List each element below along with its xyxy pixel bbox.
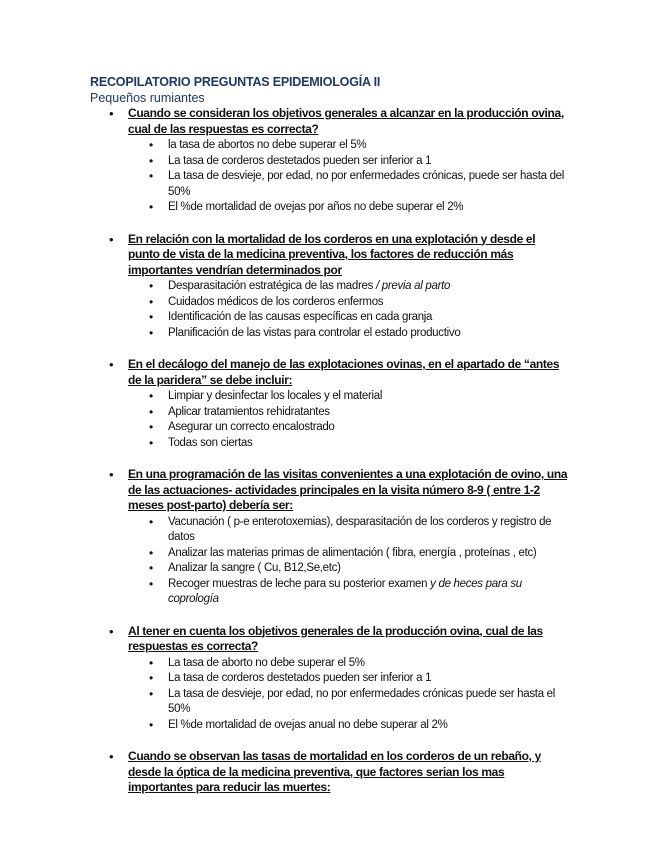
question-text: Cuando se observan las tasas de mortalidad en los corderos de un rebaño, y desde la óptica de la medicina preventiva, que factores serian los mas importantes para reducir las muertes: — [128, 749, 541, 794]
option-item — [128, 154, 568, 170]
option-text: Analizar la sangre ( Cu, B12,Se,etc) — [168, 562, 341, 574]
option-bullet-icon: • — [149, 310, 153, 324]
option-item — [128, 687, 568, 718]
question-bullet-icon: • — [109, 357, 114, 372]
option-bullet-icon: • — [149, 717, 153, 732]
option-text: Planificación de las vistas para controlar el estado productivo — [168, 326, 461, 339]
option-text: El %de mortalidad de ovejas anual no debe superar al 2% — [168, 718, 448, 731]
option-list — [128, 138, 570, 216]
option-text: Vacunación ( p-e enterotoxemias), desparasitación de los corderos y registro de datos — [168, 515, 552, 543]
option-bullet-icon: • — [149, 138, 153, 152]
option-note: y de heces para su coprología — [168, 577, 522, 605]
option-text: Todas son ciertas — [168, 436, 253, 449]
option-text: La tasa de desvieje, por edad, no por enfermedades crónicas puede ser hasta el 50% — [168, 687, 556, 715]
option-bullet-icon: • — [149, 514, 153, 529]
question-text: En el decálogo del manejo de las explotaciones ovinas, en el apartado de “antes de la paridera” se debe incluir: — [128, 357, 560, 387]
option-item — [128, 577, 568, 608]
document-title: RECOPILATORIO PREGUNTAS EPIDEMIOLOGÍA II — [90, 75, 381, 89]
option-item — [128, 389, 568, 405]
question-item — [90, 106, 570, 216]
option-item — [128, 671, 568, 687]
question-text: Cuando se consideran los objetivos generales a alcanzar en la producción ovina, cual de las respuestas es correcta? — [128, 106, 564, 136]
question-item — [90, 232, 570, 342]
option-text: La tasa de corderos destetados pueden ser inferior a 1 — [168, 672, 432, 684]
option-text: La tasa de desvieje, por edad, no por enfermedades crónicas, puede ser hasta del 50% — [168, 170, 565, 198]
option-item — [128, 561, 568, 577]
option-bullet-icon: • — [149, 686, 153, 701]
option-bullet-icon: • — [149, 153, 153, 168]
option-bullet-icon: • — [149, 389, 153, 403]
question-bullet-icon: • — [109, 623, 114, 639]
question-bullet-icon: • — [109, 467, 114, 482]
option-text: Recoger muestras de leche para su posterior examen — [168, 577, 431, 590]
option-text: Asegurar un correcto encalostrado — [168, 421, 335, 433]
document-subtitle: Pequeños rumiantes — [90, 91, 205, 105]
option-text: Analizar las materias primas de alimentación ( fibra, energía , proteínas , etc) — [168, 546, 537, 559]
option-text: Identificación de las causas específicas en cada granja — [168, 311, 433, 323]
option-item — [128, 405, 568, 421]
option-item — [128, 656, 568, 672]
option-item — [128, 436, 568, 452]
question-text: Al tener en cuenta los objetivos generales de la producción ovina, cual de las respuestas es correcta? — [128, 623, 543, 653]
option-bullet-icon: • — [149, 576, 153, 591]
option-item — [128, 718, 568, 734]
document-page — [90, 74, 570, 796]
option-text: Aplicar tratamientos rehidratantes — [168, 405, 330, 418]
option-item — [128, 295, 568, 311]
option-bullet-icon: • — [149, 294, 153, 309]
question-bullet-icon: • — [109, 749, 114, 764]
option-bullet-icon: • — [149, 279, 153, 293]
option-list — [128, 656, 570, 734]
question-item — [90, 467, 570, 608]
option-bullet-icon: • — [149, 404, 153, 419]
option-text: La tasa de aborto no debe superar el 5% — [168, 656, 365, 669]
question-bullet-icon: • — [109, 106, 114, 121]
option-list — [128, 515, 570, 608]
option-text: Desparasitación estratégica de las madres — [168, 280, 376, 292]
option-bullet-icon: • — [149, 561, 153, 575]
option-item — [128, 169, 568, 200]
option-text: La tasa de corderos destetados pueden ser inferior a 1 — [168, 154, 432, 167]
option-bullet-icon: • — [149, 200, 153, 214]
option-item — [128, 200, 568, 216]
option-item — [128, 546, 568, 562]
question-item — [90, 357, 570, 451]
question-text: En relación con la mortalidad de los corderos en una explotación y desde el punto de vista de la medicina preventiva, los factores de reducción más importantes vendrían determinados por — [128, 231, 536, 277]
option-bullet-icon: • — [149, 420, 153, 434]
option-note: / previa al parto — [375, 280, 451, 292]
option-item — [128, 420, 568, 436]
option-list — [128, 279, 570, 341]
option-item — [128, 279, 568, 295]
question-item — [90, 749, 570, 796]
option-bullet-icon: • — [149, 325, 153, 340]
option-item — [128, 310, 568, 326]
option-item — [128, 326, 568, 342]
question-item — [90, 624, 570, 734]
option-text: Cuidados médicos de los corderos enfermos — [168, 295, 384, 308]
option-text: El %de mortalidad de ovejas por años no debe superar el 2% — [168, 201, 464, 213]
option-item — [128, 138, 568, 154]
option-bullet-icon: • — [149, 545, 153, 560]
option-bullet-icon: • — [149, 655, 153, 670]
question-list — [90, 106, 570, 796]
option-text: la tasa de abortos no debe superar el 5% — [168, 139, 367, 151]
question-text: En una programación de las visitas convenientes a una explotación de ovino, una de las actuaciones- actividades principales en la visita número 8-9 ( entre 1-2 meses post-parto) debería ser: — [128, 467, 568, 512]
option-bullet-icon: • — [149, 169, 153, 183]
option-bullet-icon: • — [149, 435, 153, 450]
question-bullet-icon: • — [109, 231, 114, 247]
option-text: Limpiar y desinfectar los locales y el material — [168, 390, 383, 402]
option-item — [128, 515, 568, 546]
option-bullet-icon: • — [149, 671, 153, 685]
option-list — [128, 389, 570, 451]
